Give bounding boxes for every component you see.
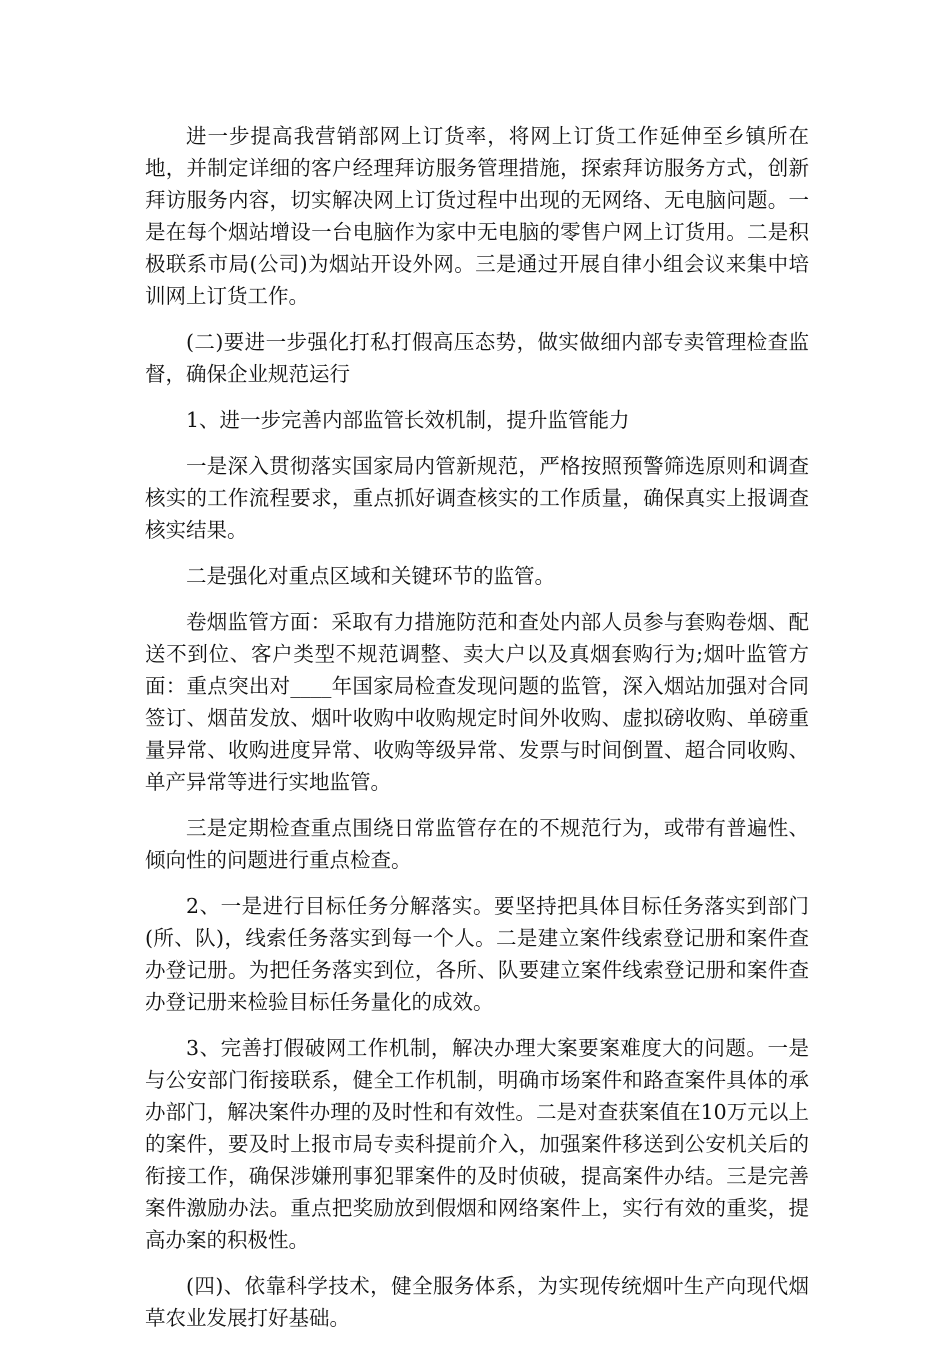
paragraph-supervision-details: 卷烟监管方面：采取有力措施防范和查处内部人员参与套购卷烟、配送不到位、客户类型不规范调整、卖大户以及真烟套购行为;烟叶监管方面：重点突出对____年国家局检查发现问题的监管，深入烟站加强对合同签订、烟苗发放、烟叶收购中收购规定时间外收购、虚拟磅收购、单磅重量异常、收购进度异常、收购等级异常、发票与时间倒置、超合同收购、单产异常等进行实地监管。 (145, 610, 809, 794)
paragraph-point-three: 三是定期检查重点围绕日常监管存在的不规范行为，或带有普遍性、倾向性的问题进行重点检查。 (145, 816, 809, 872)
paragraph-item-1-heading: 1、进一步完善内部监管长效机制，提升监管能力 (186, 408, 630, 432)
paragraph-online-ordering: 进一步提高我营销部网上订货率，将网上订货工作延伸至乡镇所在地，并制定详细的客户经理拜访服务管理措施，探索拜访服务方式，创新拜访服务内容，切实解决网上订货过程中出现的无网络、无电脑问题。一是在每个烟站增设一台电脑作为家中无电脑的零售户网上订货用。二是积极联系市局(公司)为烟站开设外网。三是通过开展自律小组会议来集中培训网上订货工作。 (145, 124, 809, 308)
paragraph-item-2: 2、一是进行目标任务分解落实。要坚持把具体目标任务落实到部门(所、队)，线索任务落实到每一个人。二是建立案件线索登记册和案件查办登记册。为把任务落实到位，各所、队要建立案件线索登记册和案件查办登记册来检验目标任务量化的成效。 (145, 894, 809, 1014)
paragraph-point-two: 二是强化对重点区域和关键环节的监管。 (186, 564, 555, 588)
paragraph-item-3: 3、完善打假破网工作机制，解决办理大案要案难度大的问题。一是与公安部门衔接联系，健全工作机制，明确市场案件和路查案件具体的承办部门，解决案件办理的及时性和有效性。二是对查获案值在10万元以上的案件，要及时上报市局专卖科提前介入，加强案件移送到公安机关后的衔接工作，确保涉嫌刑事犯罪案件的及时侦破，提高案件办结。三是完善案件激励办法。重点把奖励放到假烟和网络案件上，实行有效的重奖，提高办案的积极性。 (145, 1036, 809, 1252)
paragraph-point-one: 一是深入贯彻落实国家局内管新规范，严格按照预警筛选原则和调查核实的工作流程要求，重点抓好调查核实的工作质量，确保真实上报调查核实结果。 (145, 454, 809, 542)
paragraph-section-two-heading: (二)要进一步强化打私打假高压态势，做实做细内部专卖管理检查监督，确保企业规范运行 (145, 330, 809, 386)
document-body (145, 120, 809, 1348)
paragraph-section-four-heading: (四)、依靠科学技术，健全服务体系，为实现传统烟叶生产向现代烟草农业发展打好基础。 (145, 1274, 809, 1330)
